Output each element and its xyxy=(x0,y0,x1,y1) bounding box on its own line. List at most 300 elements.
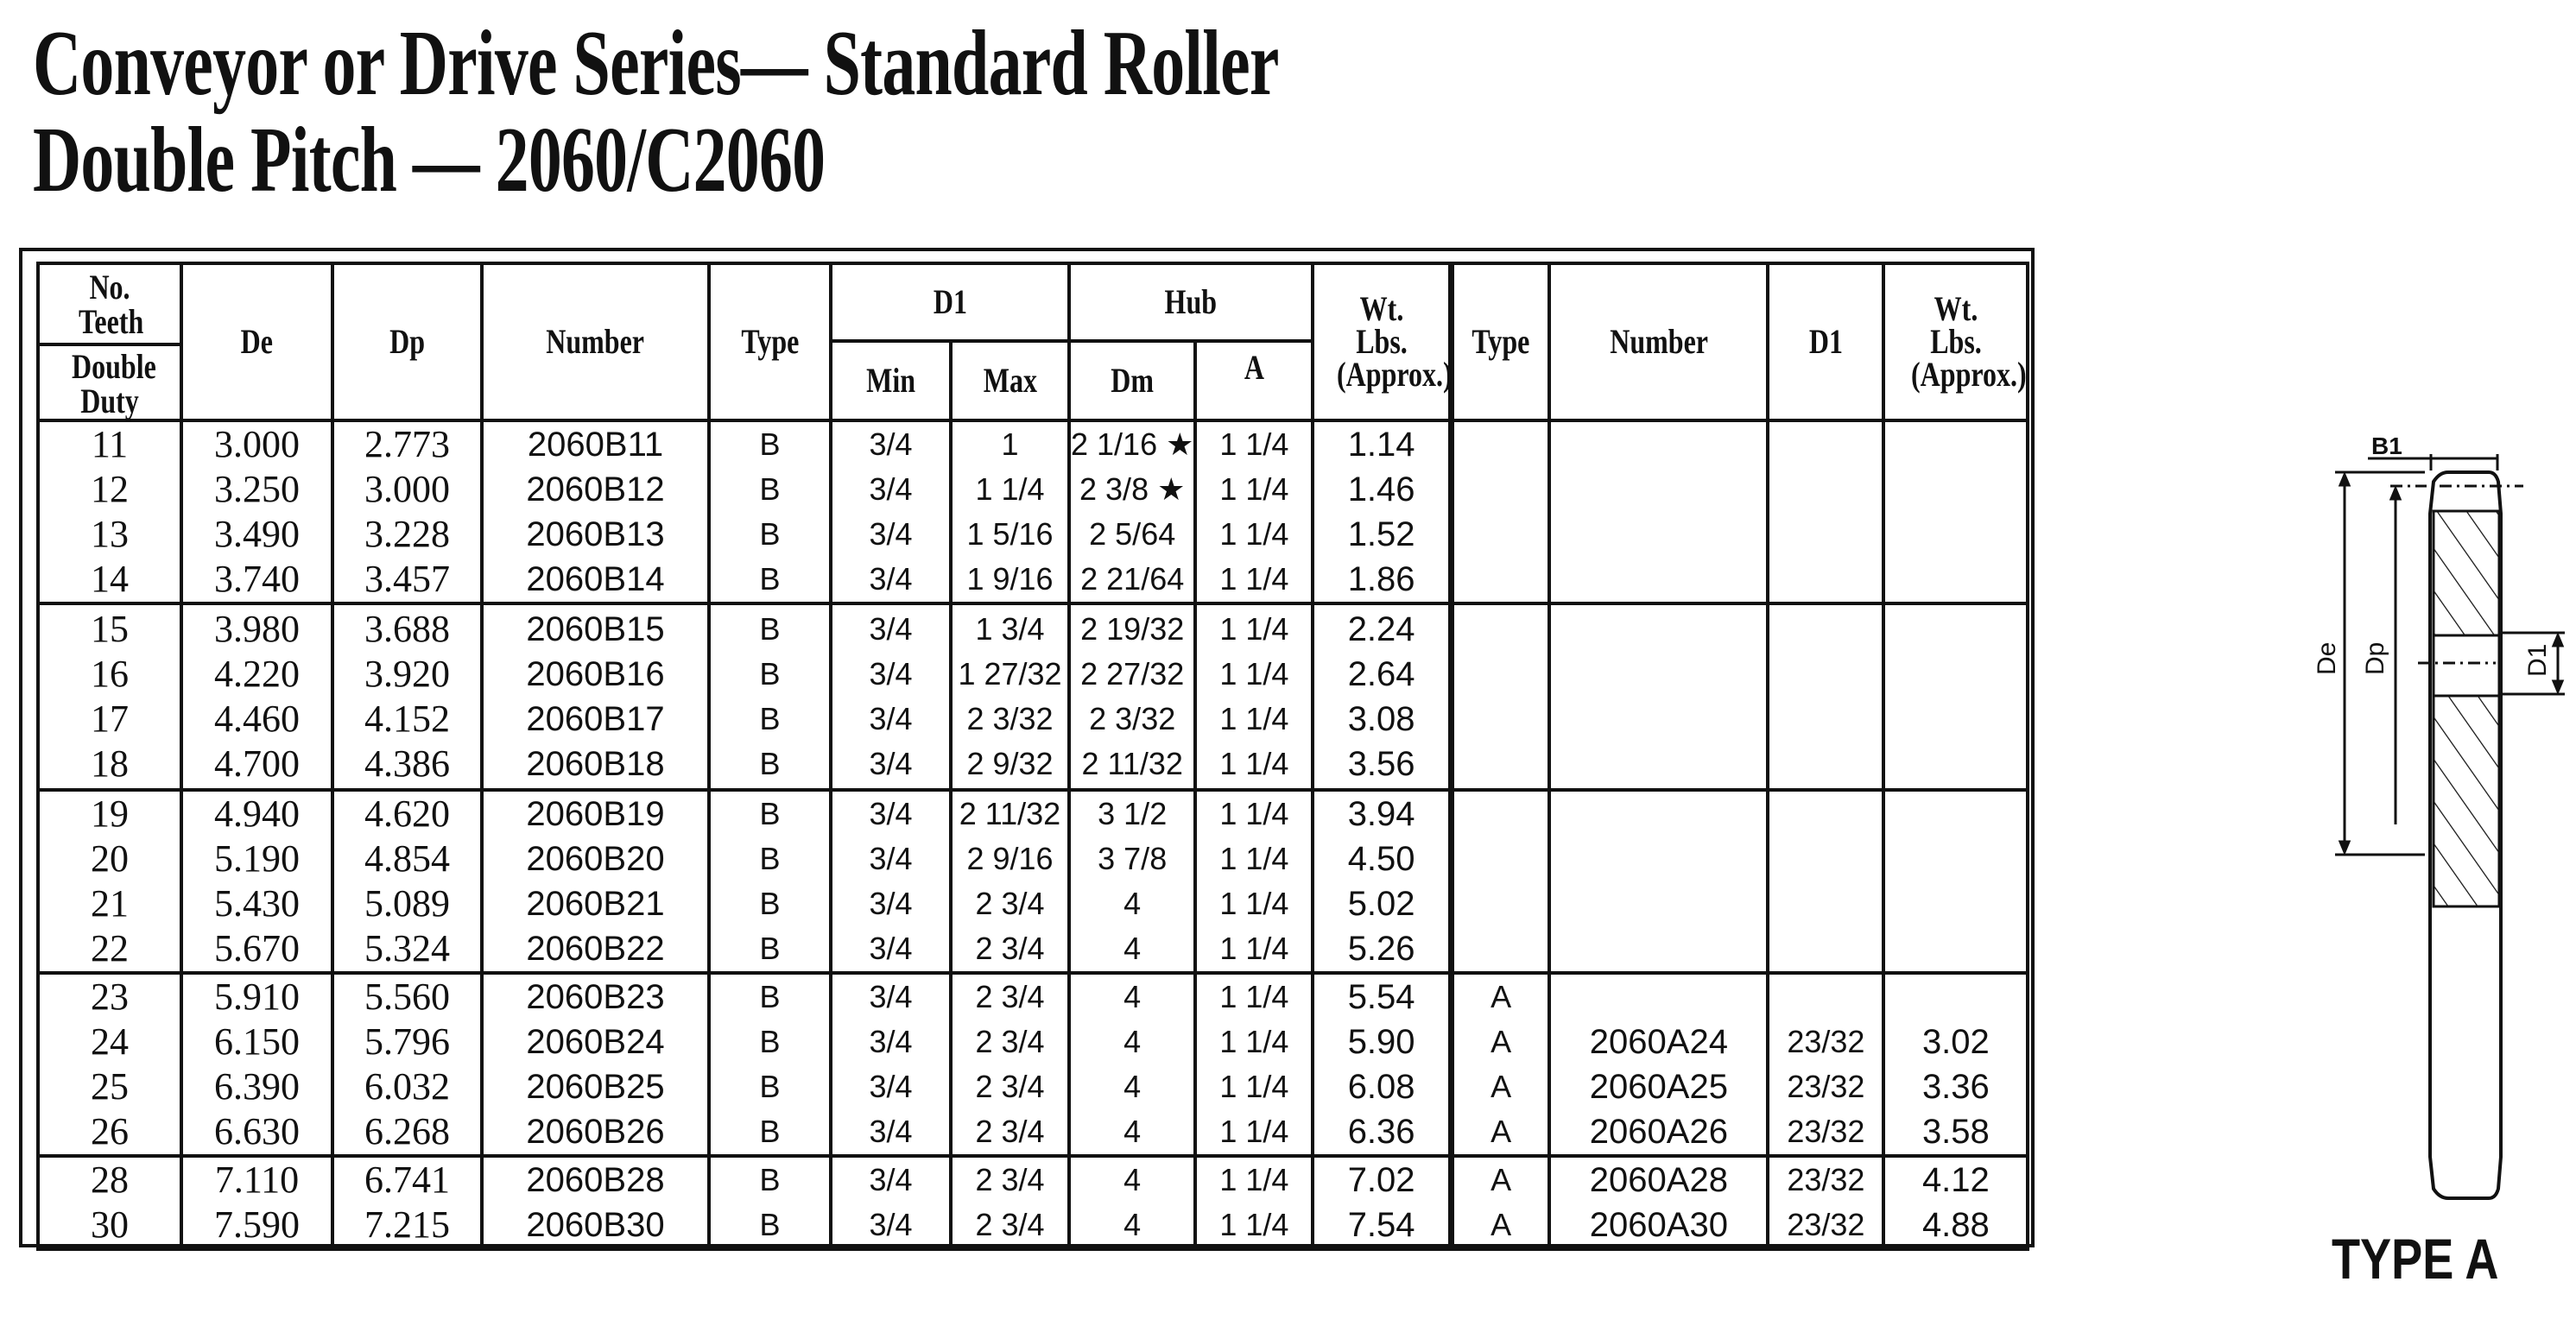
cell-value: 3.980 xyxy=(214,608,300,650)
cell-hub-a xyxy=(1195,1156,1313,1249)
cell-value xyxy=(1885,422,2026,467)
cell-number xyxy=(482,973,709,1156)
cell-d1-min xyxy=(831,790,951,973)
cell-d1-min xyxy=(831,1156,951,1249)
cell-value: 7.02 xyxy=(1347,1161,1415,1199)
cell-value: 15 xyxy=(91,608,129,650)
cell-value: A xyxy=(1491,1162,1512,1197)
cell-value xyxy=(1885,697,2026,742)
bore xyxy=(2434,635,2499,696)
cell-value: 4 xyxy=(1123,1162,1142,1197)
cell-value xyxy=(1769,467,1882,512)
cell-d1-a xyxy=(1768,790,1883,973)
cell-value xyxy=(1551,975,1766,1020)
cell-value: 1.52 xyxy=(1347,515,1415,553)
header-teeth-bottom: Double Duty xyxy=(72,347,156,420)
cell-value: 2 3/4 xyxy=(975,1024,1045,1059)
cell-value xyxy=(1551,926,1766,971)
cell-value xyxy=(1454,467,1548,512)
cell-value: 16 xyxy=(91,653,129,695)
cell-de xyxy=(181,790,332,973)
table-body xyxy=(38,420,2028,1249)
cell-value: 2 5/64 xyxy=(1089,516,1176,552)
cell-value: 2 9/32 xyxy=(966,746,1054,781)
cell-value xyxy=(1769,975,1882,1020)
cell-value: 20 xyxy=(91,837,129,880)
cell-teeth xyxy=(38,603,181,790)
cell-d1-a xyxy=(1768,420,1883,603)
cell-value xyxy=(1551,467,1766,512)
cell-value xyxy=(1885,926,2026,971)
cell-value: 3.08 xyxy=(1347,700,1415,738)
cell-value: 6.390 xyxy=(214,1065,300,1108)
cell-value: 7.590 xyxy=(214,1203,300,1246)
cell-value xyxy=(1885,652,2026,697)
cell-value: 3/4 xyxy=(869,426,913,462)
cell-value: 6.150 xyxy=(214,1020,300,1063)
cell-value: 3/4 xyxy=(869,931,913,966)
cell-value: 6.741 xyxy=(364,1159,450,1201)
page-title-line-1: Conveyor or Drive Series— Standard Roller xyxy=(33,12,1279,115)
hatched-section-top xyxy=(2434,511,2499,635)
cell-value: 2060A25 xyxy=(1589,1068,1728,1106)
cell-value: 2 3/4 xyxy=(975,1069,1045,1104)
cell-value: 23/32 xyxy=(1787,1162,1865,1197)
cell-value: 2060B11 xyxy=(527,426,664,464)
header-hub-group: Hub xyxy=(1069,263,1313,341)
cell-d1-max xyxy=(951,973,1069,1156)
cell-value xyxy=(1885,557,2026,602)
cell-value: 3.490 xyxy=(214,513,300,555)
cell-value: B xyxy=(759,561,781,597)
cell-value: 23 xyxy=(91,976,129,1018)
label-b1: B1 xyxy=(2371,433,2402,459)
cell-value: 3.457 xyxy=(364,558,450,600)
cell-value: 3.688 xyxy=(364,608,450,650)
cell-value: 3/4 xyxy=(869,886,913,921)
cell-value: 2060B16 xyxy=(526,655,665,693)
cell-value: 23/32 xyxy=(1787,1114,1865,1149)
cell-value: 3.000 xyxy=(214,423,300,465)
cell-value: 1 1/4 xyxy=(1219,979,1289,1014)
cell-value: 7.54 xyxy=(1347,1206,1415,1244)
cell-number xyxy=(482,1156,709,1249)
cell-value xyxy=(1769,837,1882,881)
cell-value: 4 xyxy=(1123,886,1142,921)
cell-value: 2060B15 xyxy=(526,610,665,648)
cell-d1-min xyxy=(831,420,951,603)
cell-value: 3.000 xyxy=(364,468,450,510)
cell-value: 1 1/4 xyxy=(1219,426,1289,462)
cell-value: A xyxy=(1491,1024,1512,1059)
cell-value: 4.700 xyxy=(214,742,300,785)
cell-value: 2060B25 xyxy=(526,1068,665,1106)
cell-value: 2060B17 xyxy=(526,700,665,738)
header-de: De xyxy=(181,263,332,420)
cell-value xyxy=(1885,975,2026,1020)
cell-wt xyxy=(1313,420,1451,603)
cell-value: B xyxy=(759,1114,781,1149)
cell-d1-min xyxy=(831,973,951,1156)
header-hub-dm: Dm xyxy=(1069,341,1195,420)
cell-value: 2 3/4 xyxy=(975,1114,1045,1149)
cell-value: 11 xyxy=(91,423,129,465)
cell-value xyxy=(1551,512,1766,557)
cell-number-a xyxy=(1549,973,1768,1156)
cell-value xyxy=(1454,557,1548,602)
cell-value xyxy=(1454,926,1548,971)
cell-value: B xyxy=(759,426,781,462)
cell-d1-max xyxy=(951,420,1069,603)
cell-value: 2060B30 xyxy=(526,1206,665,1244)
cell-value: 4 xyxy=(1123,1024,1142,1059)
cell-value: 2.24 xyxy=(1347,610,1415,648)
cell-value: 5.90 xyxy=(1347,1023,1415,1061)
cell-value xyxy=(1454,697,1548,742)
cell-value: 1 1/4 xyxy=(1219,746,1289,781)
cell-value xyxy=(1551,607,1766,652)
cell-teeth xyxy=(38,420,181,603)
cell-value: 6.630 xyxy=(214,1110,300,1152)
cell-value: 2 11/32 xyxy=(959,796,1061,831)
cell-value: B xyxy=(759,471,781,507)
cell-value: 3/4 xyxy=(869,701,913,736)
cell-value: 5.670 xyxy=(214,927,300,969)
cell-value xyxy=(1769,652,1882,697)
cell-value xyxy=(1885,607,2026,652)
cell-number-a xyxy=(1549,1156,1768,1249)
cell-value: 2060B24 xyxy=(526,1023,665,1061)
cell-value xyxy=(1769,697,1882,742)
cell-number xyxy=(482,790,709,973)
cell-value: 3/4 xyxy=(869,471,913,507)
cell-value: 3/4 xyxy=(869,516,913,552)
cell-value: B xyxy=(759,931,781,966)
cell-value: 2 19/32 xyxy=(1080,611,1185,647)
cell-value: 1 1/4 xyxy=(1219,931,1289,966)
cell-value: 6.36 xyxy=(1347,1113,1415,1151)
cell-value: 1 1/4 xyxy=(1219,561,1289,597)
cell-value xyxy=(1551,652,1766,697)
table-row-group xyxy=(38,1156,2028,1249)
cell-value: 2 3/8 ★ xyxy=(1079,471,1186,507)
cell-number-a xyxy=(1549,603,1768,790)
cell-value xyxy=(1454,881,1548,926)
cell-value: 23/32 xyxy=(1787,1024,1865,1059)
cell-value: 19 xyxy=(91,792,129,835)
cell-d1-max xyxy=(951,603,1069,790)
table-row-group xyxy=(38,973,2028,1156)
cell-value: 4.220 xyxy=(214,653,300,695)
cell-d1-max xyxy=(951,1156,1069,1249)
cell-value: B xyxy=(759,1162,781,1197)
sprocket-type-a-diagram xyxy=(2263,432,2576,1209)
cell-value xyxy=(1551,792,1766,837)
cell-d1-max xyxy=(951,790,1069,973)
cell-value: 13 xyxy=(91,513,129,555)
cell-value xyxy=(1885,467,2026,512)
cell-value: 7.110 xyxy=(214,1159,300,1201)
sprocket-spec-table xyxy=(36,262,2029,1251)
cell-value: 1 xyxy=(1001,426,1019,462)
table-row-group xyxy=(38,603,2028,790)
header-hub-a: A xyxy=(1195,341,1313,420)
header-number-b: Number xyxy=(482,263,709,420)
cell-value: 1 1/4 xyxy=(1219,1162,1289,1197)
cell-value: 4.386 xyxy=(364,742,450,785)
cell-number xyxy=(482,420,709,603)
header-type-a: Type xyxy=(1451,263,1549,420)
cell-number-a xyxy=(1549,790,1768,973)
cell-value xyxy=(1454,742,1548,786)
cell-value: 4 xyxy=(1123,931,1142,966)
cell-teeth xyxy=(38,790,181,973)
cell-value xyxy=(1551,742,1766,786)
cell-value: 1 5/16 xyxy=(966,516,1054,552)
cell-value: A xyxy=(1491,1069,1512,1104)
cell-value: 2060A24 xyxy=(1589,1023,1728,1061)
cell-hub-a xyxy=(1195,973,1313,1156)
cell-value: 4.940 xyxy=(214,792,300,835)
cell-value: B xyxy=(759,886,781,921)
cell-type-a xyxy=(1451,1156,1549,1249)
cell-value: 1 1/4 xyxy=(1219,516,1289,552)
cell-value: 1.86 xyxy=(1347,560,1415,598)
cell-value: 22 xyxy=(91,927,129,969)
cell-value: 2060A28 xyxy=(1589,1161,1728,1199)
cell-value: 1 1/4 xyxy=(1219,611,1289,647)
cell-value xyxy=(1885,837,2026,881)
cell-hub-dm xyxy=(1069,420,1195,603)
cell-value: 3/4 xyxy=(869,841,913,876)
cell-de xyxy=(181,973,332,1156)
cell-value: 3/4 xyxy=(869,746,913,781)
cell-value: 23/32 xyxy=(1787,1207,1865,1242)
cell-value: 4 xyxy=(1123,1069,1142,1104)
cell-value: 17 xyxy=(91,698,129,740)
cell-value: 2060B21 xyxy=(526,885,665,923)
cell-value xyxy=(1769,792,1882,837)
cell-value: B xyxy=(759,979,781,1014)
cell-d1-a xyxy=(1768,603,1883,790)
cell-value: 2 1/16 ★ xyxy=(1071,426,1194,462)
cell-value xyxy=(1454,607,1548,652)
header-d1-a: D1 xyxy=(1768,263,1883,420)
cell-dp xyxy=(332,420,482,603)
cell-value: 2060B18 xyxy=(526,745,665,783)
cell-value: 3/4 xyxy=(869,1207,913,1242)
cell-value: 12 xyxy=(91,468,129,510)
cell-dp xyxy=(332,1156,482,1249)
cell-value: 3/4 xyxy=(869,796,913,831)
cell-value xyxy=(1454,652,1548,697)
cell-value: B xyxy=(759,1069,781,1104)
cell-value: 4.620 xyxy=(364,792,450,835)
header-weight-a: Wt. Lbs. (Approx.) xyxy=(1883,263,2028,420)
cell-value: 2.64 xyxy=(1347,655,1415,693)
cell-value: 1 1/4 xyxy=(1219,1114,1289,1149)
header-dp: Dp xyxy=(332,263,482,420)
cell-value: 2060B23 xyxy=(526,978,665,1016)
cell-wt-a xyxy=(1883,1156,2028,1249)
cell-value xyxy=(1454,512,1548,557)
diagram-caption: TYPE A xyxy=(2332,1227,2499,1291)
cell-value: 2 3/32 xyxy=(1089,701,1176,736)
cell-value: 6.268 xyxy=(364,1110,450,1152)
cell-value: 4.50 xyxy=(1347,840,1415,878)
cell-wt xyxy=(1313,603,1451,790)
cell-value: 3.94 xyxy=(1347,795,1415,833)
cell-hub-a xyxy=(1195,420,1313,603)
header-d1-max: Max xyxy=(951,341,1069,420)
cell-value: 5.796 xyxy=(364,1020,450,1063)
cell-value xyxy=(1885,881,2026,926)
cell-value xyxy=(1551,697,1766,742)
cell-value: 4.854 xyxy=(364,837,450,880)
cell-value xyxy=(1551,557,1766,602)
cell-value: 14 xyxy=(91,558,129,600)
cell-wt xyxy=(1313,1156,1451,1249)
cell-value: B xyxy=(759,796,781,831)
cell-value: 1 1/4 xyxy=(1219,1024,1289,1059)
cell-value: 26 xyxy=(91,1110,129,1152)
cell-value: 2 3/4 xyxy=(975,1207,1045,1242)
cell-value: 5.190 xyxy=(214,837,300,880)
cell-value xyxy=(1769,557,1882,602)
cell-value: 3/4 xyxy=(869,979,913,1014)
cell-value: 2060B22 xyxy=(526,930,665,968)
cell-type xyxy=(709,420,831,603)
cell-value: 3/4 xyxy=(869,656,913,691)
header-d1-min: Min xyxy=(831,341,951,420)
cell-value: 1 1/4 xyxy=(975,471,1045,507)
cell-value: 1 1/4 xyxy=(1219,841,1289,876)
cell-value: 3/4 xyxy=(869,1069,913,1104)
cell-hub-a xyxy=(1195,603,1313,790)
cell-value: 2060B12 xyxy=(526,470,665,508)
cell-value: 3.920 xyxy=(364,653,450,695)
cell-value: 2 3/4 xyxy=(975,886,1045,921)
cell-value xyxy=(1769,607,1882,652)
cell-value: 3.56 xyxy=(1347,745,1415,783)
cell-value: 1 1/4 xyxy=(1219,656,1289,691)
cell-value: 21 xyxy=(91,882,129,925)
page-title-line-2: Double Pitch — 2060/C2060 xyxy=(33,109,826,212)
cell-value: 2 3/4 xyxy=(975,979,1045,1014)
cell-de xyxy=(181,420,332,603)
cell-de xyxy=(181,603,332,790)
cell-wt-a xyxy=(1883,603,2028,790)
table-row-group xyxy=(38,420,2028,603)
cell-value: 3.36 xyxy=(1921,1068,1990,1106)
cell-value: 6.032 xyxy=(364,1065,450,1108)
cell-value: 4 xyxy=(1123,979,1142,1014)
cell-value: 2060B14 xyxy=(526,560,665,598)
header-teeth-top: No. Teeth xyxy=(79,268,144,341)
cell-dp xyxy=(332,603,482,790)
cell-number xyxy=(482,603,709,790)
label-d1: D1 xyxy=(2523,643,2552,677)
header-d1-group: D1 xyxy=(831,263,1069,341)
cell-value: 4 xyxy=(1123,1207,1142,1242)
cell-teeth xyxy=(38,973,181,1156)
cell-teeth xyxy=(38,1156,181,1249)
header-teeth xyxy=(38,263,181,420)
cell-value: 28 xyxy=(91,1159,129,1201)
cell-value xyxy=(1551,422,1766,467)
cell-value: 2 3/4 xyxy=(975,931,1045,966)
cell-value: 3/4 xyxy=(869,1162,913,1197)
cell-value: 3.02 xyxy=(1921,1023,1990,1061)
cell-value: 3.740 xyxy=(214,558,300,600)
cell-value xyxy=(1769,881,1882,926)
cell-value: 3.58 xyxy=(1921,1113,1990,1151)
cell-value: 23/32 xyxy=(1787,1069,1865,1104)
cell-value: A xyxy=(1491,1207,1512,1242)
cell-value xyxy=(1769,422,1882,467)
cell-value: 2 21/64 xyxy=(1080,561,1185,597)
cell-value: 2060B28 xyxy=(526,1161,665,1199)
cell-value: 2060B19 xyxy=(526,795,665,833)
cell-value xyxy=(1769,926,1882,971)
cell-type xyxy=(709,1156,831,1249)
cell-value: 2.773 xyxy=(364,423,450,465)
cell-type-a xyxy=(1451,973,1549,1156)
cell-value: 18 xyxy=(91,742,129,785)
cell-value: 5.54 xyxy=(1347,978,1415,1016)
cell-value: A xyxy=(1491,979,1512,1014)
header-type-b: Type xyxy=(709,263,831,420)
cell-value: 1 9/16 xyxy=(966,561,1054,597)
cell-value: B xyxy=(759,841,781,876)
cell-value: B xyxy=(759,1207,781,1242)
cell-value: B xyxy=(759,1024,781,1059)
cell-value: 3.228 xyxy=(364,513,450,555)
cell-value: 3/4 xyxy=(869,561,913,597)
cell-value: 1 1/4 xyxy=(1219,1069,1289,1104)
cell-wt xyxy=(1313,973,1451,1156)
cell-value xyxy=(1551,837,1766,881)
cell-value: 5.089 xyxy=(364,882,450,925)
cell-hub-dm xyxy=(1069,603,1195,790)
hatched-section-bottom xyxy=(2434,696,2499,906)
cell-value: 2060A26 xyxy=(1589,1113,1728,1151)
cell-value: 3 7/8 xyxy=(1098,841,1168,876)
cell-value: 1 1/4 xyxy=(1219,1207,1289,1242)
cell-value: 2 3/32 xyxy=(966,701,1054,736)
cell-value: B xyxy=(759,701,781,736)
cell-value: 4.12 xyxy=(1921,1161,1990,1199)
cell-dp xyxy=(332,973,482,1156)
cell-value: 5.910 xyxy=(214,976,300,1018)
cell-value: 5.430 xyxy=(214,882,300,925)
cell-value xyxy=(1885,792,2026,837)
cell-value: 1 1/4 xyxy=(1219,471,1289,507)
cell-value: 30 xyxy=(91,1203,129,1246)
cell-value: 1 3/4 xyxy=(975,611,1045,647)
cell-type xyxy=(709,603,831,790)
cell-d1-a xyxy=(1768,973,1883,1156)
cell-value: 5.02 xyxy=(1347,885,1415,923)
cell-value: 4.88 xyxy=(1921,1206,1990,1244)
cell-d1-a xyxy=(1768,1156,1883,1249)
cell-value: 1.46 xyxy=(1347,470,1415,508)
label-de: De xyxy=(2313,641,2341,675)
cell-value: B xyxy=(759,516,781,552)
cell-value xyxy=(1769,742,1882,786)
cell-value: 4 xyxy=(1123,1114,1142,1149)
cell-wt xyxy=(1313,790,1451,973)
